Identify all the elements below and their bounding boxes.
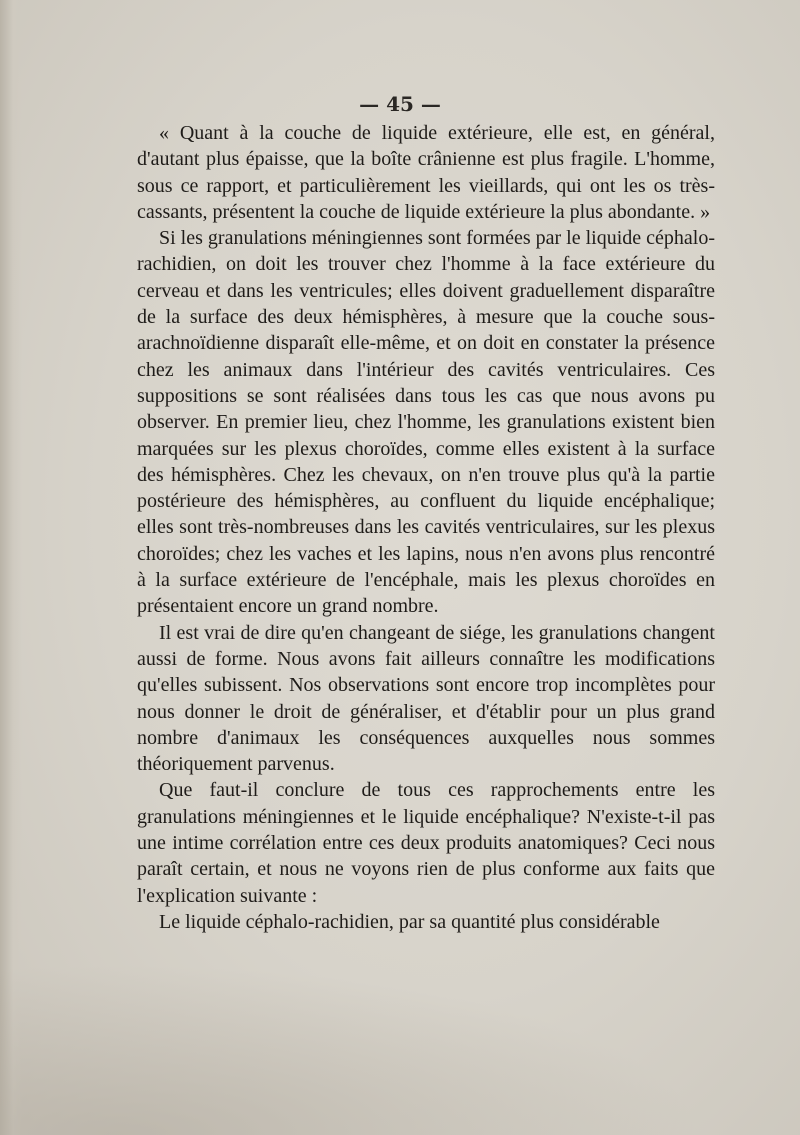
page-number: — 45 —: [359, 92, 441, 116]
paragraph-liquide: Le liquide céphalo-rachidien, par sa quantité plus considérable: [159, 910, 660, 933]
paragraph-quote: « Quant à la couche de liquide extérieure, elle est, en général, d'autant plus épaisse, que la boîte crânienne est plus fragile. L'homme, sous ce rapport, et particulièrement les vieillards, qui ont les os très-cassants, présentent la couche de liquide extérieure la plus abondante. »: [137, 122, 715, 223]
paragraph-siege: Il est vrai de dire qu'en changeant de siége, les granulations changent aussi de forme. Nous avons fait ailleurs connaître les modifications qu'elles subissent. Nos observations sont encore trop incomplètes pour nous donner le droit de généraliser, et d'établir pour un plus grand nombre d'animaux les conséquences auxquelles nous sommes théoriquement parvenus.: [137, 621, 715, 776]
body-text: [137, 120, 715, 935]
paper-stain: [0, 935, 800, 1135]
paragraph-granulations: Si les granulations méningiennes sont formées par le liquide céphalo-rachidien, on doit les trouver chez l'homme à la face extérieure du cerveau et dans les ventricules; elles doivent graduellement disparaître de la surface des deux hémisphères, à mesure que la couche sous-arachnoïdienne disparaît elle-même, et on doit en constater la présence chez les animaux dans l'intérieur des cavités ventriculaires. Ces suppositions se sont réalisées dans tous les cas que nous avons pu observer. En premier lieu, chez l'homme, les granulations existent bien marquées sur les plexus choroïdes, comme elles existent à la surface des hémisphères. Chez les chevaux, on n'en trouve plus qu'à la partie postérieure des hémisphères, au confluent du liquide encéphalique; elles sont très-nombreuses dans les cavités ventriculaires, sur les plexus choroïdes; chez les vaches et les lapins, nous n'en avons plus rencontré à la surface extérieure de l'encéphale, mais les plexus choroïdes en présentaient encore un grand nombre.: [137, 227, 715, 618]
paragraph-conclusion: Que faut-il conclure de tous ces rapprochements entre les granulations méningiennes et le liquide encéphalique? N'existe-t-il pas une intime corrélation entre ces deux produits anatomiques? Ceci nous paraît certain, et nous ne voyons rien de plus conforme aux faits que l'explication suivante :: [137, 779, 715, 907]
